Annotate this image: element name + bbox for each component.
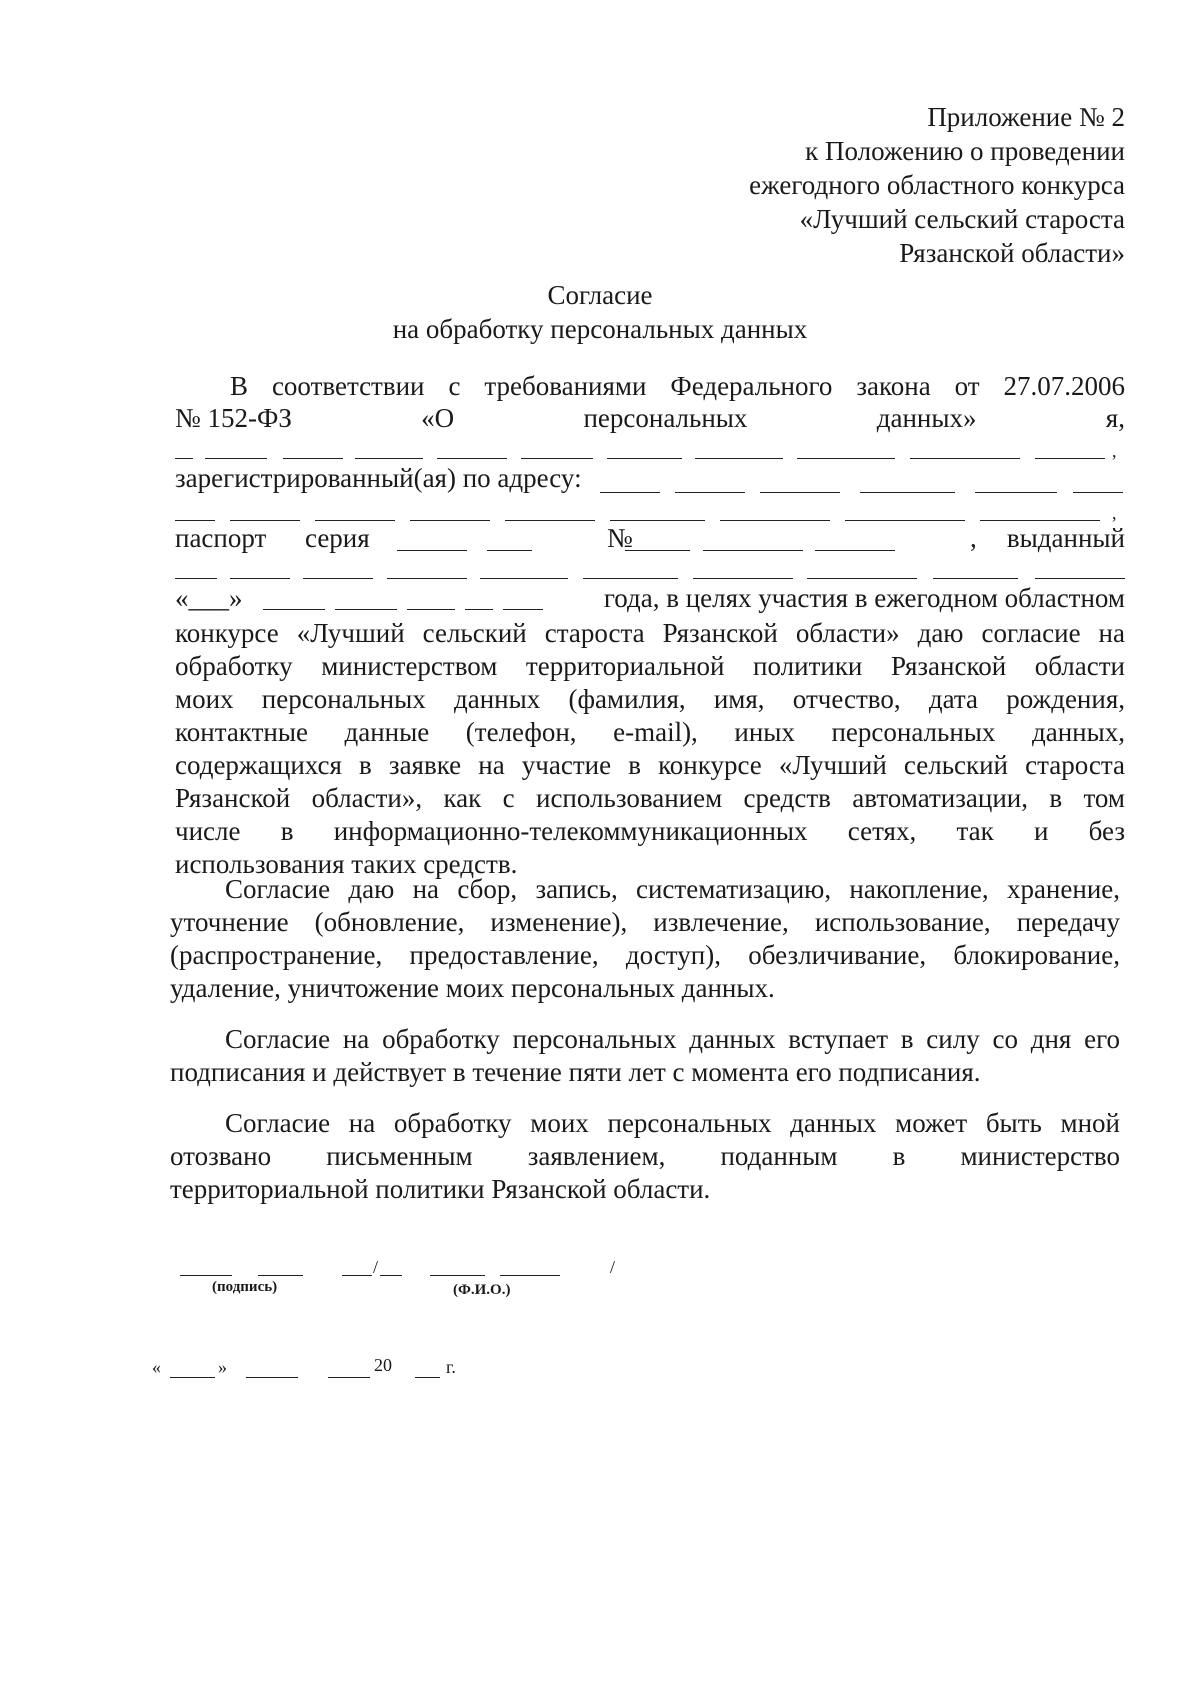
paragraph-line: конкурсе «Лучший сельский староста Рязанской области» даю согласие на — [175, 618, 1125, 648]
paragraph-line: моих персональных данных (фамилия, имя, отчество, дата рождения, — [175, 684, 1125, 714]
intro-line-1: В соответствии с требованиями Федерального закона от 27.07.2006 — [230, 371, 1125, 401]
name-comma: , — [1112, 441, 1117, 461]
consent-validity-paragraph — [170, 1023, 1120, 1089]
paragraph-line: Согласие даю на сбор, запись, систематизацию, накопление, хранение, — [225, 874, 1120, 904]
series-label: серия — [305, 523, 370, 553]
law-number: № 152-ФЗ — [175, 403, 292, 433]
pronoun-i: я, — [1105, 403, 1125, 433]
paragraph-line: (распространение, предоставление, доступ), обезличивание, блокирование, — [170, 940, 1120, 970]
appendix-reference: к Положению о проведении — [805, 136, 1125, 166]
paragraph-line: контактные данные (телефон, e-mail), иных персональных данных, — [175, 717, 1125, 747]
paragraph-line: содержащихся в заявке на участие в конкурсе «Лучший сельский староста — [175, 750, 1125, 780]
paragraph-line: удаление, уничтожение моих персональных данных. — [170, 973, 775, 1003]
appendix-contest-name: «Лучший сельский староста — [799, 204, 1125, 234]
appendix-number: Приложение № 2 — [927, 102, 1125, 132]
intro-line-2 — [175, 402, 1125, 434]
consent-withdrawal-paragraph — [170, 1107, 1120, 1206]
passport-comma: , — [970, 523, 977, 553]
date-year-suffix: г. — [446, 1357, 456, 1377]
paragraph-line: обработку министерством территориальной политики Рязанской области — [175, 651, 1125, 681]
fullname-slash: / — [610, 1257, 616, 1277]
issue-date-blank[interactable] — [175, 609, 1125, 611]
address-label: зарегистрированный(ая) по адресу: — [175, 463, 582, 493]
address-blank-1[interactable] — [175, 492, 1125, 494]
issue-year-phrase: года, в целях участия в ежегодном областном — [603, 583, 1125, 613]
paragraph-line: уточнение (обновление, изменение), извлечение, использование, передачу — [170, 907, 1120, 937]
date-open-quote: « — [152, 1357, 161, 1377]
passport-number-blank[interactable] — [175, 550, 1125, 552]
number-sign: № — [607, 523, 633, 553]
paragraph-line: подписания и действует в течение пяти лет с момента его подписания. — [170, 1057, 981, 1087]
law-title-open: «О — [421, 403, 455, 433]
address-comma: , — [1112, 503, 1117, 523]
law-title-word: персональных — [583, 403, 748, 433]
signature-caption: (подпись) — [212, 1279, 278, 1295]
issue-day: «___» — [175, 583, 243, 613]
appendix-region: Рязанской области» — [899, 238, 1125, 268]
issued-by-blank[interactable] — [175, 578, 1125, 580]
consent-purpose-paragraph — [175, 617, 1125, 881]
document-title: Согласие — [547, 280, 653, 310]
paragraph-line: Согласие на обработку моих персональных данных может быть мной — [225, 1108, 1120, 1138]
fullname-caption: (Ф.И.О.) — [453, 1282, 511, 1298]
document-subtitle: на обработку персональных данных — [392, 314, 808, 344]
paragraph-line: числе в информационно-телекоммуникационных сетях, так и без — [175, 816, 1125, 846]
appendix-contest-line: ежегодного областного конкурса — [749, 170, 1125, 200]
fullname-blank[interactable] — [175, 458, 1125, 460]
date-close-quote: » — [218, 1357, 227, 1377]
passport-label: паспорт — [175, 523, 267, 553]
paragraph-line: Согласие на обработку персональных данных вступает в силу со дня его — [225, 1024, 1120, 1054]
paragraph-line: отозвано письменным заявлением, поданным в министерство — [170, 1141, 1120, 1171]
paragraph-line: территориальной политики Рязанской области. — [170, 1174, 711, 1204]
consent-actions-paragraph — [170, 873, 1120, 1005]
paragraph-line: использования таких средств. — [175, 849, 518, 879]
signature-slash: / — [373, 1257, 379, 1277]
law-title-close: данных» — [876, 403, 977, 433]
paragraph-line: Рязанской области», как с использованием средств автоматизации, в том — [175, 783, 1125, 813]
date-century: 20 — [374, 1355, 392, 1375]
appendix-header — [749, 100, 1125, 270]
issued-label: выданный — [1006, 523, 1125, 553]
